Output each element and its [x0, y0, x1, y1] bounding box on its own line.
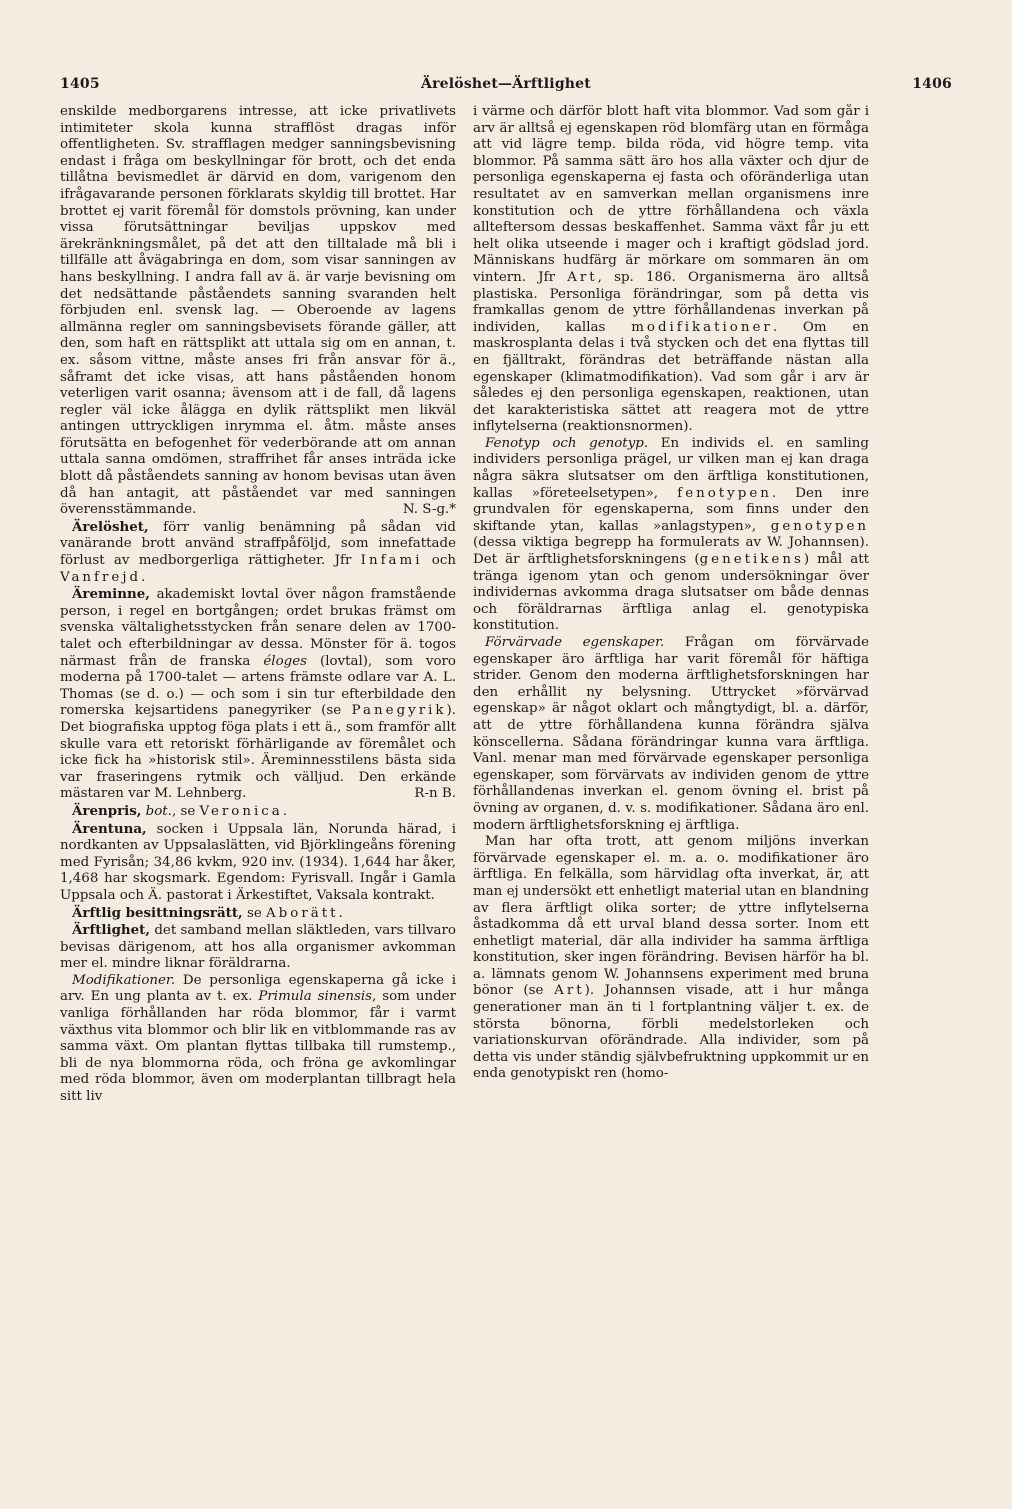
section-fenotyp-genotyp: Fenotyp och genotyp. En individs el. en samling individers personliga prägel, ur vilken man ej kan draga några säkra slutsatser om den ärftliga konstitutionen, kallas »företeelsetypen», fenotypen. Den inre grundvalen för egenskaperna, som finns under den skiftande ytan, kallas »anlagstypen», genotypen (dessa viktiga begrepp ha formulerats av W. Johannsen). Det är ärftlighetsforskningens (genetikens) mål att tränga igenom ytan och genom undersökningar över individernas avkomma draga slutsatser om både dennas och föräldrarnas ärftliga anlag el. genotypiska konstitution.	[473, 435, 869, 634]
cross-reference: Art	[567, 269, 598, 285]
running-title: Ärelöshet—Ärftlighet	[421, 76, 591, 92]
running-header	[60, 76, 952, 98]
left-column	[60, 104, 456, 1496]
entry-arftlighet: Ärftlighet, det samband mellan släktleden, vars tillvaro bevisas därigenom, att hos alla organismer avkomman mer el. mindre liknar föräldrarna.	[60, 922, 456, 972]
term: fenotypen	[677, 485, 772, 501]
headword: Äreminne,	[72, 586, 150, 603]
headword: Ärftlighet,	[72, 922, 151, 939]
headword: Ärftlig besittningsrätt,	[72, 904, 243, 921]
subheading: Förvärvade egenskaper.	[485, 635, 665, 650]
left-page-number: 1405	[60, 76, 100, 92]
term: modifikationer	[631, 319, 773, 335]
author-signature: R-n B.	[414, 786, 456, 802]
section-forvarvade-egenskaper: Förvärvade egenskaper. Frågan om förvärvade egenskaper äro ärftliga har varit föremål för häftiga strider. Genom den moderna ärftlighetsforskningen har den erhållit ny belysning. Uttrycket »förvärvad egenskap» är något oklart och mångtydigt, bl. a. därför, att de yttre förhållandena kunna förändra själva könscellerna. Sådana förändringar kunna vara ärftliga. Vanl. menar man med förvärvade egenskaper personliga egenskaper, som förvärvats av individen genom de yttre förhållandenas inverkan el. genom övning el. brist på övning av organen, d. v. s. modifikationer. Sådana äro enl. modern ärftlighetsforskning ej ärftliga.	[473, 635, 869, 833]
paragraph-modifikationer-continued: i värme och därför blott haft vita blommor. Vad som går i arv är alltså ej egenskapen röd blomfärg utan en förmåga att vid lägre temp. bilda röda, vid högre temp. vita blommor. På samma sätt äro hos alla växter och djur de personliga egenskaperna ej fasta och oföränderliga utan resultatet av en samverkan mellan organismens inre konstitution och de yttre förhållandena och växla allteftersom dessas beskaffenhet. Samma växt får ju ett helt olika utseende i mager och i kraftigt gödslad jord. Människans hudfärg är mörkare om sommaren än om vintern. Jfr Art, sp. 186. Organismerna äro alltså plastiska. Personliga förändringar, som på detta vis framkallas genom de yttre förhållandenas inverkan på individen, kallas modifikationer. Om en maskrosplanta delas i två stycken och det ena flyttas till en fjälltrakt, förändras det beträffande nästan alla egenskaper (klimatmodifikation). Vad som går i arv är således ej den personliga egenskapen, reaktionen, utan det karakteristiska sättet att reagera mot de yttre inflytelserna (reaktionsnormen).	[473, 104, 869, 435]
author-signature: N. S-g.*	[402, 502, 456, 518]
cross-reference: Vanfrejd	[60, 569, 142, 585]
paragraph-areloshet-continued: enskilde medborgarens intresse, att icke privatlivets intimiteter skola kunna strafflöst dragas inför offentligheten. Sv. strafflagen medger sanningsbevisning endast i fråga om beskyllningar för brott, och det enda tillåtna bevismedlet är därvid en dom, varigenom den ifrågavarande personen förklarats skyldig till brottet. Har brottet ej varit föremål för domstols prövning, kan under vissa förutsättningar beviljas uppskov med ärekränkningsmålet, på det att den tilltalade må bli i tillfälle att åvägabringa en dom, som visar sanningen av hans beskyllning. I andra fall av ä. är varje bevisning om det nedsättande påståendets sanning svaranden helt förbjuden enl. svensk lag. — Oberoende av lagens allmänna regler om sanningsbevisets förande gäller, att den, som haft en rättsplikt att uttala sig om en annan, t. ex. såsom vittne, måste anses fri från ansvar för ä., såframt det icke visas, att hans påståenden honom veterligen varit osanna; ävensom att i de fall, då lagens regler väl icke ålägga en dylik rättsplikt men likväl antingen uttryckligen inrymma el. åtm. måste anses förutsätta en befogenhet för vederbörande att om annan uttala sanna omdömen, straffrihet får anses inträda icke blott då påståendets sanning av honom bevisas utan även då han antagit, att påståendet var med sanningen överensstämmande. N. S-g.*	[60, 104, 456, 518]
entry-arentuna: Ärentuna, socken i Uppsala län, Norunda härad, i nordkanten av Uppsalaslätten, vid Björklingeåns förening med Fyrisån; 34,86 kvkm, 920 inv. (1934). 1,644 har åker, 1,468 har skogsmark. Egendom: Fyrisvall. Ingår i Gamla Uppsala och Ä. pastorat i Ärkestiftet, Vaksala kontrakt.	[60, 820, 456, 903]
cross-reference: Aborätt	[266, 905, 339, 921]
section-modifikationer: Modifikationer. De personliga egenskaperna gå icke i arv. En ung planta av t. ex. Primula sinensis, som under vanliga förhållanden har röda blommor, får i varmt växthus vita blommor och blir lik en vitblommande ras av samma växt. Om plantan flyttas tillbaka till rumstemp., bli de nya blommorna röda, och fröna ge avkomlingar med röda blommor, även om moderplantan tillbragt hela sitt liv	[60, 972, 456, 1105]
term: genotypen	[770, 518, 869, 534]
entry-arenpris: Ärenpris, bot., se Veronica.	[72, 802, 287, 819]
right-column	[473, 104, 869, 1496]
headword: Ärenpris,	[72, 802, 142, 819]
entry-areloshet: Ärelöshet, förr vanlig benämning på sådan vid vanärande brott använd straffpåföljd, som innefattade förlust av medborgerliga rättigheter. Jfr Infami och Vanfrejd.	[60, 518, 456, 585]
paragraph-miljo: Man har ofta trott, att genom miljöns inverkan förvärvade egenskaper el. m. a. o. modifikationer äro ärftliga. En felkälla, som härvidlag ofta inverkat, är, att man ej undersökt ett enhetligt material utan en blandning av flera ärftligt olika sorter; de yttre inflytelserna åstadkomma då ett urval bland dessa sorter. Inom ett enhetligt material, där alla individer ha samma ärftliga konstitution, sker ingen förändring. Bevisen härför ha bl. a. lämnats genom W. Johannsens experiment med bruna bönor (se Art). Johannsen visade, att i hur många generationer man än ti l fortplantning väljer t. ex. de största bönorna, förbli medelstorleken och variationskurvan oförändrade. Alla individer, som på detta vis under ständig självbefruktning uppkommit ur en enda genotypiskt ren (homo-	[473, 834, 869, 1082]
cross-reference: Panegyrik	[351, 703, 447, 719]
headword: Ärelöshet,	[72, 518, 149, 535]
cross-reference: Art	[554, 983, 585, 999]
entry-arftlig-besittningsratt: Ärftlig besittningsrätt, se Aborätt.	[72, 904, 343, 921]
subheading: Modifikationer.	[72, 972, 176, 988]
cross-reference: Veronica	[199, 803, 283, 819]
cross-reference: Infami	[360, 553, 423, 569]
headword: Ärentuna,	[72, 820, 147, 837]
term: genetikens	[699, 552, 804, 568]
entry-areminne: Äreminne, akademiskt lovtal över någon framstående person, i regel en bortgången; ordet brukas främst om svenska vältalighetsstycken från senare delen av 1700-talet och efterbildningar av dessa. Mönster för ä. togos närmast från de franska éloges (lovtal), som voro moderna på 1700-talet — artens främste odlare var A. L. Thomas (se d. o.) — och som i sin tur efterbildade den romerska kejsartidens panegyriker (se Panegyrik). Det biografiska upptog föga plats i ett ä., som framför allt skulle vara ett retoriskt förhärligande av föremålet och icke fick ha »historisk stil». Äreminnesstilens bästa sida var fraseringens rytmik och välljud. Den erkände mästaren var M. Lehnberg. R-n B.	[60, 586, 456, 802]
right-page-number: 1406	[912, 76, 952, 92]
subheading: Fenotyp och genotyp.	[485, 435, 649, 451]
